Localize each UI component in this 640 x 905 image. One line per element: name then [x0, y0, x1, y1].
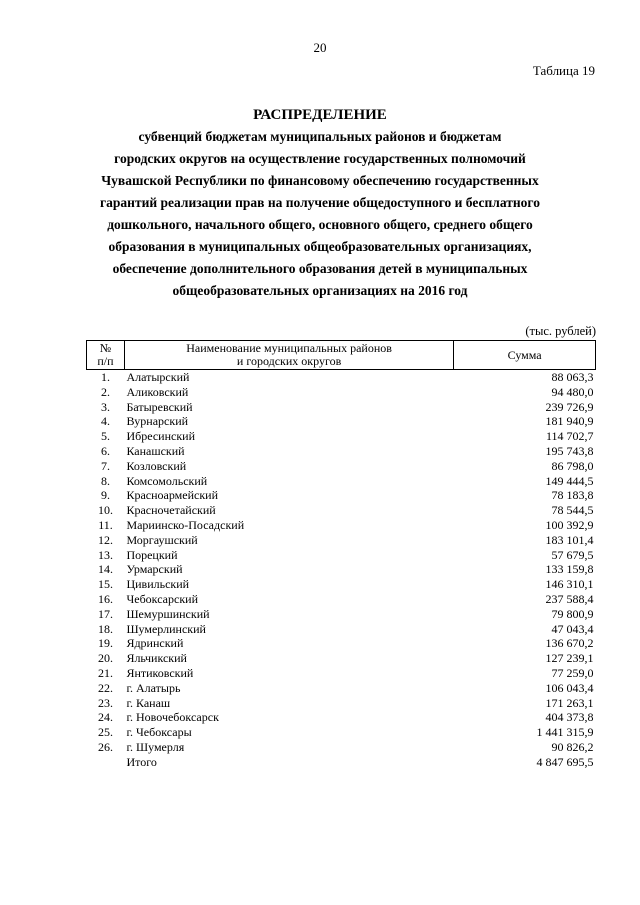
table-row: [87, 429, 596, 444]
page-number: 20: [313, 40, 327, 55]
row-name: Янтиковский: [126, 665, 194, 680]
table-row: [87, 562, 596, 577]
table-row: [87, 651, 596, 666]
row-sum: 78 544,5: [551, 503, 594, 518]
row-sum: 181 940,9: [545, 414, 594, 429]
row-name: Порецкий: [126, 547, 178, 562]
row-sum: 57 679,5: [551, 547, 594, 562]
row-name: Ибресинский: [126, 429, 196, 444]
row-sum: 88 063,3: [551, 370, 594, 384]
table-row: [87, 592, 596, 607]
row-name: Шумерлинский: [126, 621, 206, 636]
subtitle-line: обеспечение дополнительного образования детей в муниципальных: [112, 261, 528, 276]
subtitle-line: гарантий реализации прав на получение общедоступного и бесплатного: [100, 195, 540, 210]
table-row: [87, 503, 596, 518]
row-name: Аликовский: [126, 384, 189, 399]
row-name: Козловский: [126, 458, 187, 473]
row-name: Цивильский: [126, 577, 190, 592]
row-name: Канашский: [126, 443, 185, 458]
row-number: 4.: [100, 414, 110, 429]
table-row: [87, 400, 596, 415]
table-row: [87, 577, 596, 592]
row-number: 8.: [100, 473, 110, 488]
table-row: [87, 636, 596, 651]
table-row: [87, 548, 596, 563]
row-name: Моргаушский: [126, 532, 198, 547]
header-name-line2: и городских округов: [236, 354, 342, 368]
subvention-table: [86, 340, 596, 770]
row-sum: 90 826,2: [551, 739, 594, 754]
subtitle-line: образования в муниципальных общеобразовательных организациях,: [108, 239, 532, 254]
row-sum: 136 670,2: [545, 636, 594, 651]
row-number: 16.: [97, 591, 113, 606]
row-number: 25.: [97, 725, 113, 740]
row-name: Батыревский: [126, 399, 193, 414]
row-name: Красноармейский: [126, 488, 219, 503]
row-number: 19.: [97, 636, 113, 651]
row-number: 12.: [97, 532, 113, 547]
row-sum: 239 726,9: [545, 399, 594, 414]
row-sum: 114 702,7: [545, 429, 594, 444]
table-row: [87, 622, 596, 637]
row-number: 6.: [100, 443, 110, 458]
header-number-line2: п/п: [97, 354, 114, 368]
row-number: 23.: [97, 695, 113, 710]
header-sum: Сумма: [454, 341, 596, 370]
row-sum: 4 847 695,5: [536, 754, 594, 769]
row-name: Вурнарский: [126, 414, 189, 429]
row-sum: 404 373,8: [545, 710, 594, 725]
row-name: Шемуршинский: [126, 606, 210, 621]
header-number: [87, 341, 125, 370]
row-number: 22.: [97, 680, 113, 695]
row-sum: 78 183,8: [551, 488, 594, 503]
table-total-row: [87, 755, 596, 770]
row-number: 17.: [97, 606, 113, 621]
row-sum: 183 101,4: [545, 532, 594, 547]
row-number: 24.: [97, 710, 113, 725]
row-name: Итого: [126, 754, 157, 769]
row-sum: 146 310,1: [545, 577, 594, 592]
row-name: Урмарский: [126, 562, 183, 577]
row-number: 26.: [97, 739, 113, 754]
row-number: 18.: [97, 621, 113, 636]
row-number: 9.: [100, 488, 110, 503]
row-sum: 195 743,8: [545, 443, 594, 458]
subtitle-line: дошкольного, начального общего, основного общего, среднего общего: [107, 217, 533, 232]
row-number: 11.: [98, 517, 113, 532]
row-name: Мариинско-Посадский: [126, 517, 245, 532]
row-sum: 86 798,0: [551, 458, 594, 473]
row-name: г. Чебоксары: [126, 725, 192, 740]
row-number: 10.: [97, 503, 113, 518]
table-row: [87, 533, 596, 548]
table-row: [87, 385, 596, 400]
table-row: [87, 725, 596, 740]
document-subtitle: [40, 126, 600, 302]
row-number: 15.: [97, 577, 113, 592]
row-sum: 1 441 315,9: [536, 725, 594, 740]
row-number: 7.: [100, 458, 110, 473]
row-name: г. Канаш: [126, 695, 171, 710]
table-row: [87, 444, 596, 459]
row-number: [87, 755, 125, 770]
table-row: [87, 518, 596, 533]
row-sum: 100 392,9: [545, 517, 594, 532]
row-sum: 79 800,9: [551, 606, 594, 621]
table-row: [87, 666, 596, 681]
subtitle-line: общеобразовательных организациях на 2016 год: [172, 283, 468, 298]
row-name: Ядринский: [126, 636, 184, 651]
table-row: [87, 414, 596, 429]
row-name: г. Шумерля: [126, 739, 185, 754]
table-row: [87, 488, 596, 503]
row-sum: 77 259,0: [551, 665, 594, 680]
row-number: 14.: [97, 562, 113, 577]
row-sum: 106 043,4: [545, 680, 594, 695]
row-number: 3.: [100, 399, 110, 414]
header-name: [124, 341, 453, 370]
header-name-line1: Наименование муниципальных районов: [186, 341, 392, 355]
units-label: (тыс. рублей): [525, 324, 596, 338]
row-sum: 171 263,1: [545, 695, 594, 710]
table-row: [87, 607, 596, 622]
row-name: Яльчикский: [126, 651, 187, 666]
row-sum: 127 239,1: [545, 651, 594, 666]
table-row: [87, 459, 596, 474]
row-sum: 47 043,4: [551, 621, 594, 636]
row-number: 2.: [100, 384, 110, 399]
row-number: 21.: [97, 665, 113, 680]
row-number: 5.: [100, 429, 110, 444]
row-sum: 237 588,4: [545, 591, 594, 606]
header-number-line1: №: [99, 341, 112, 355]
subtitle-line: городских округов на осуществление государственных полномочий: [114, 151, 526, 166]
row-sum: 133 159,8: [545, 562, 594, 577]
document-title: РАСПРЕДЕЛЕНИЕ: [253, 107, 387, 123]
table-body: [87, 370, 596, 770]
table-row: [87, 696, 596, 711]
row-name: Чебоксарский: [126, 591, 198, 606]
row-name: Красночетайский: [126, 503, 216, 518]
table-row: [87, 370, 596, 385]
table-row: [87, 474, 596, 489]
table-row: [87, 710, 596, 725]
document-heading: [40, 106, 600, 302]
row-sum: 149 444,5: [545, 473, 594, 488]
table-row: [87, 681, 596, 696]
row-number: 1.: [100, 370, 110, 384]
row-number: 13.: [97, 547, 113, 562]
row-name: г. Новочебоксарск: [126, 710, 219, 725]
row-name: г. Алатырь: [126, 680, 181, 695]
table-header: [87, 341, 596, 370]
row-sum: 94 480,0: [551, 384, 594, 399]
row-name: Алатырский: [126, 370, 190, 384]
row-name: Комсомольский: [126, 473, 208, 488]
table-label: Таблица 19: [532, 63, 595, 78]
row-number: 20.: [97, 651, 113, 666]
table-row: [87, 740, 596, 755]
subtitle-line: Чувашской Республики по финансовому обеспечению государственных: [101, 173, 539, 188]
subtitle-line: субвенций бюджетам муниципальных районов и бюджетам: [138, 129, 502, 144]
